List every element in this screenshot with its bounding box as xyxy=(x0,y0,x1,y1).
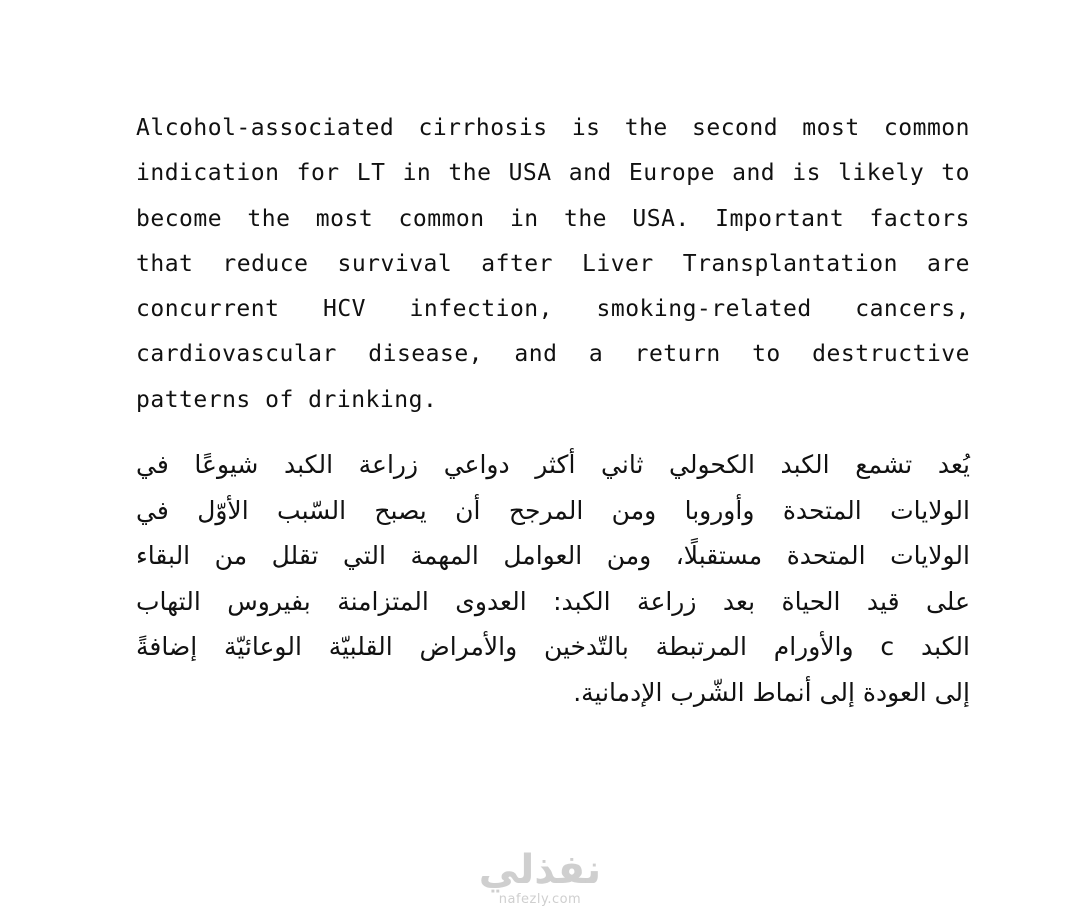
watermark-logo: نفذلي xyxy=(478,847,602,893)
english-line: concurrent HCV infection, smoking-related cancers, xyxy=(136,296,970,323)
english-line: cardiovascular disease, and a return to destructive xyxy=(136,341,970,368)
arabic-line: الكبد c والأورام المرتبطة بالتّدخين والأمراض القلبيّة الوعائيّة إضافةً xyxy=(136,632,970,661)
arabic-line: الولايات المتحدة وأوروبا ومن المرجح أن يصبح السّبب الأوّل في xyxy=(136,495,970,525)
english-line: Alcohol-associated cirrhosis is the second most common xyxy=(136,115,970,141)
watermark xyxy=(470,848,610,908)
english-line: that reduce survival after Liver Transplantation are xyxy=(136,250,970,277)
arabic-line: على قيد الحياة بعد زراعة الكبد: العدوى المتزامنة بفيروس التهاب xyxy=(136,586,970,616)
english-line: patterns of drinking. xyxy=(136,386,438,413)
arabic-line: إلى العودة إلى أنماط الشّرب الإدمانية. xyxy=(573,677,970,707)
arabic-line: يُعد تشمع الكبد الكحولي ثاني أكثر دواعي زراعة الكبد شيوعًا في xyxy=(136,450,970,479)
arabic-line: الولايات المتحدة مستقبلًا، ومن العوامل المهمة التي تقلل من البقاء xyxy=(136,541,970,570)
english-paragraph xyxy=(136,106,970,423)
watermark-url: nafezly.com xyxy=(498,892,582,907)
english-line: become the most common in the USA. Important factors xyxy=(136,205,970,232)
arabic-paragraph xyxy=(136,442,970,715)
english-line: indication for LT in the USA and Europe and is likely to xyxy=(136,160,970,187)
